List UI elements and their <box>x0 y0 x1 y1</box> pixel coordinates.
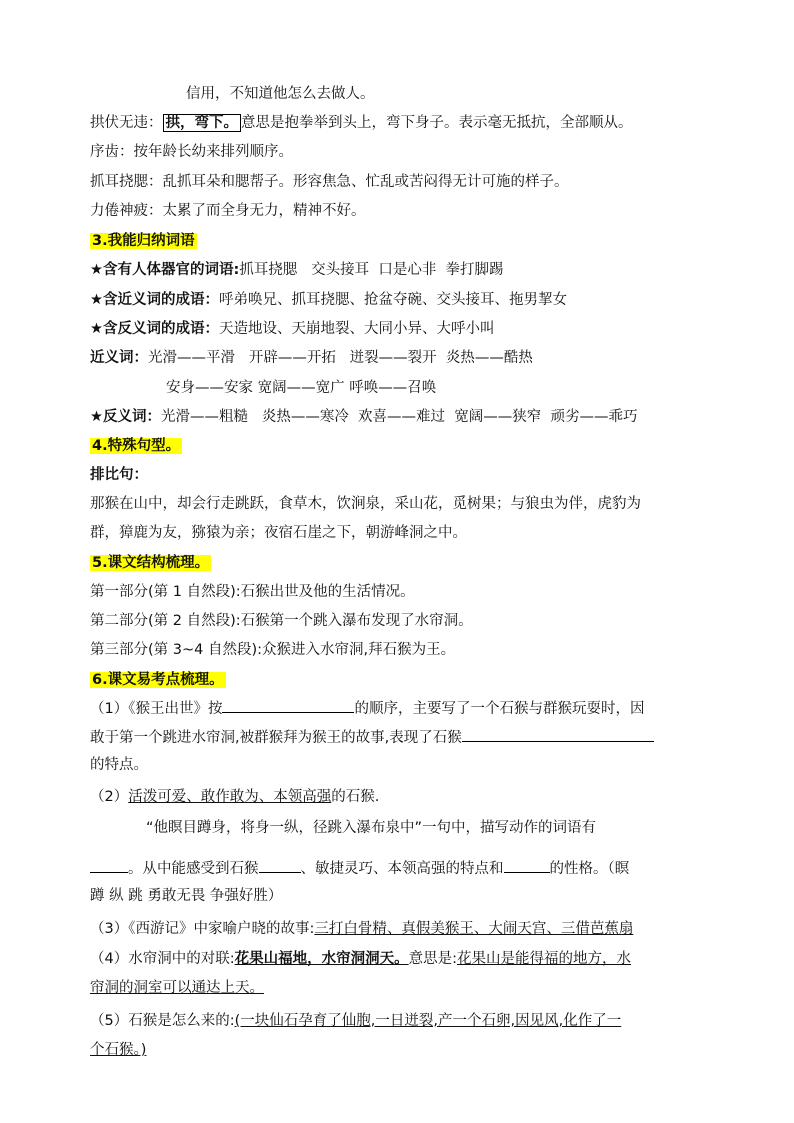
parallelism-text-2: 群，獐鹿为友，猕猿为亲；夜宿石崖之下，朝游峰洞之中。 <box>90 525 467 541</box>
section-6-title: 6.课文易考点梳理。 <box>92 672 224 688</box>
question-4-line-1 <box>90 949 631 969</box>
question-1-line-2 <box>90 726 654 748</box>
question-4-couplet: 花果山福地，水帘洞洞天。 <box>234 951 409 967</box>
synonym-idioms-list: 呼弟唤兄、抓耳挠腮、抢盆夺碗、交头接耳、拖男挈女 <box>219 292 567 308</box>
question-1-prefix: （1）《猴王出世》按 <box>90 701 223 717</box>
gonfu-meaning: 意思是抱拳举到头上，弯下身子。表示毫无抵抗，全部顺从。 <box>241 115 633 131</box>
section-4-heading <box>90 436 182 456</box>
near-synonyms-list-1: 光滑——平滑 开辟——开拓 迸裂——裂开 炎热——酷热 <box>148 350 533 366</box>
gonfu-boxed-text: 拱，弯下。 <box>163 114 242 132</box>
question-1-continuation: 敢于第一个跳进水帘洞,被群猴拜为猴王的故事,表现了石猴 <box>90 730 462 746</box>
parallelism-text-1: 那猴在山中，却会行走跳跃，食草木，饮涧泉，采山花，觅树果；与狼虫为伴，虎豹为 <box>90 496 641 512</box>
question-2-prefix: （2） <box>90 789 129 805</box>
section-5-title: 5.课文结构梳理。 <box>92 555 210 571</box>
question-4-answer-1: 花果山是能得福的地方，水 <box>457 951 632 967</box>
question-2-blank-1[interactable] <box>90 857 128 873</box>
question-2-text-c: 的性格。（瞑 <box>549 861 630 877</box>
antonyms-row <box>90 407 637 427</box>
gonfu-definition <box>90 113 633 133</box>
question-2-answer: 活泼可爱、敢作敢为、本领高强 <box>128 789 332 805</box>
question-1-blank-2[interactable] <box>462 726 654 742</box>
synonym-idioms-label: ★含近义词的成语： <box>90 292 219 308</box>
xuchi-definition: 序齿：按年龄长幼来排列顺序。 <box>90 144 293 160</box>
section-3-heading <box>90 231 197 251</box>
question-1-blank-1[interactable] <box>222 697 354 713</box>
question-2-text-b: 、敏捷灵巧、本领高强的特点和 <box>300 861 504 877</box>
near-synonyms-row-2: 安身——安家 宽阔——宽广 呼唤——召唤 <box>166 380 437 396</box>
question-2-suffix: 的石猴. <box>331 789 380 805</box>
section-3-title: 3.我能归纳词语 <box>92 233 195 249</box>
antonyms-label: ★反义词： <box>90 409 161 425</box>
question-2-line-2 <box>90 857 629 879</box>
continued-line: 信用，不知道他怎么去做人。 <box>186 86 375 102</box>
body-organ-label: ★含有人体器官的词语: <box>90 262 240 278</box>
question-4-meaning-label: 意思是: <box>408 951 458 967</box>
antonyms-list: 光滑——粗糙 炎热——寒冷 欢喜——难过 宽阔——狭窄 顽劣——乖巧 <box>161 409 638 425</box>
question-2-blank-2[interactable] <box>259 857 301 873</box>
antonym-idioms-label: ★含反义词的成语： <box>90 321 219 337</box>
question-5-line-1 <box>90 1011 621 1031</box>
question-3-prefix: （3）《西游记》中家喻户晓的故事: <box>90 921 315 937</box>
body-organ-words <box>90 260 504 280</box>
question-3-answer: 三打白骨精、真假美猴王、大闹天宫、三借芭蕉扇 <box>314 921 634 937</box>
question-2-line-1 <box>90 787 379 807</box>
synonym-idioms <box>90 290 567 310</box>
question-2-text-a: 。从中能感受到石猴 <box>128 861 259 877</box>
near-synonyms-label: 近义词： <box>90 350 148 366</box>
question-2-answer-key: 蹲 纵 跳 勇敢无畏 争强好胜） <box>90 888 283 904</box>
zhuaer-definition: 抓耳挠腮：乱抓耳朵和腮帮子。形容焦急、忙乱或苦闷得无计可施的样子。 <box>90 174 569 190</box>
gonfu-term: 拱伏无违： <box>90 115 163 131</box>
question-1-line-1 <box>90 697 644 719</box>
structure-part-3: 第三部分(第 3~4 自然段):众猴进入水帘洞,拜石猴为王。 <box>90 642 456 658</box>
antonym-idioms-list: 天造地设、天崩地裂、大同小异、大呼小叫 <box>219 321 495 337</box>
question-3-line <box>90 919 633 939</box>
structure-part-1: 第一部分(第 1 自然段):石猴出世及他的生活情况。 <box>90 584 415 600</box>
lijuan-definition: 力倦神疲：太累了而全身无力，精神不好。 <box>90 203 366 219</box>
question-2-blank-3[interactable] <box>504 857 550 873</box>
question-4-answer-2: 帘洞的洞室可以通达上天。 <box>90 980 264 996</box>
parallelism-subtitle: 排比句： <box>90 467 148 483</box>
question-5-answer-2: 个石猴。) <box>90 1042 147 1058</box>
section-4-title: 4.特殊句型。 <box>92 438 181 454</box>
section-6-heading <box>90 670 226 690</box>
antonym-idioms <box>90 319 495 339</box>
structure-part-2: 第二部分(第 2 自然段):石猴第一个跳入瀑布发现了水帘洞。 <box>90 613 473 629</box>
question-5-prefix: （5）石猴是怎么来的: <box>90 1013 235 1029</box>
question-2-quote: “他瞑目蹲身，将身一纵，径跳入瀑布泉中”一句中，描写动作的词语有 <box>146 820 597 836</box>
near-synonyms-row-1 <box>90 348 533 368</box>
question-5-answer-1: (一块仙石孕育了仙胞,一日迸裂,产一个石卵,因见风,化作了一 <box>234 1013 622 1029</box>
body-organ-list: 抓耳挠腮 交头接耳 口是心非 拳打脚踢 <box>239 262 504 278</box>
question-1-line-3: 的特点。 <box>90 757 148 773</box>
question-4-prefix: （4）水帘洞中的对联: <box>90 951 235 967</box>
section-5-heading <box>90 553 211 573</box>
question-1-middle: 的顺序，主要写了一个石猴与群猴玩耍时，因 <box>354 701 645 717</box>
